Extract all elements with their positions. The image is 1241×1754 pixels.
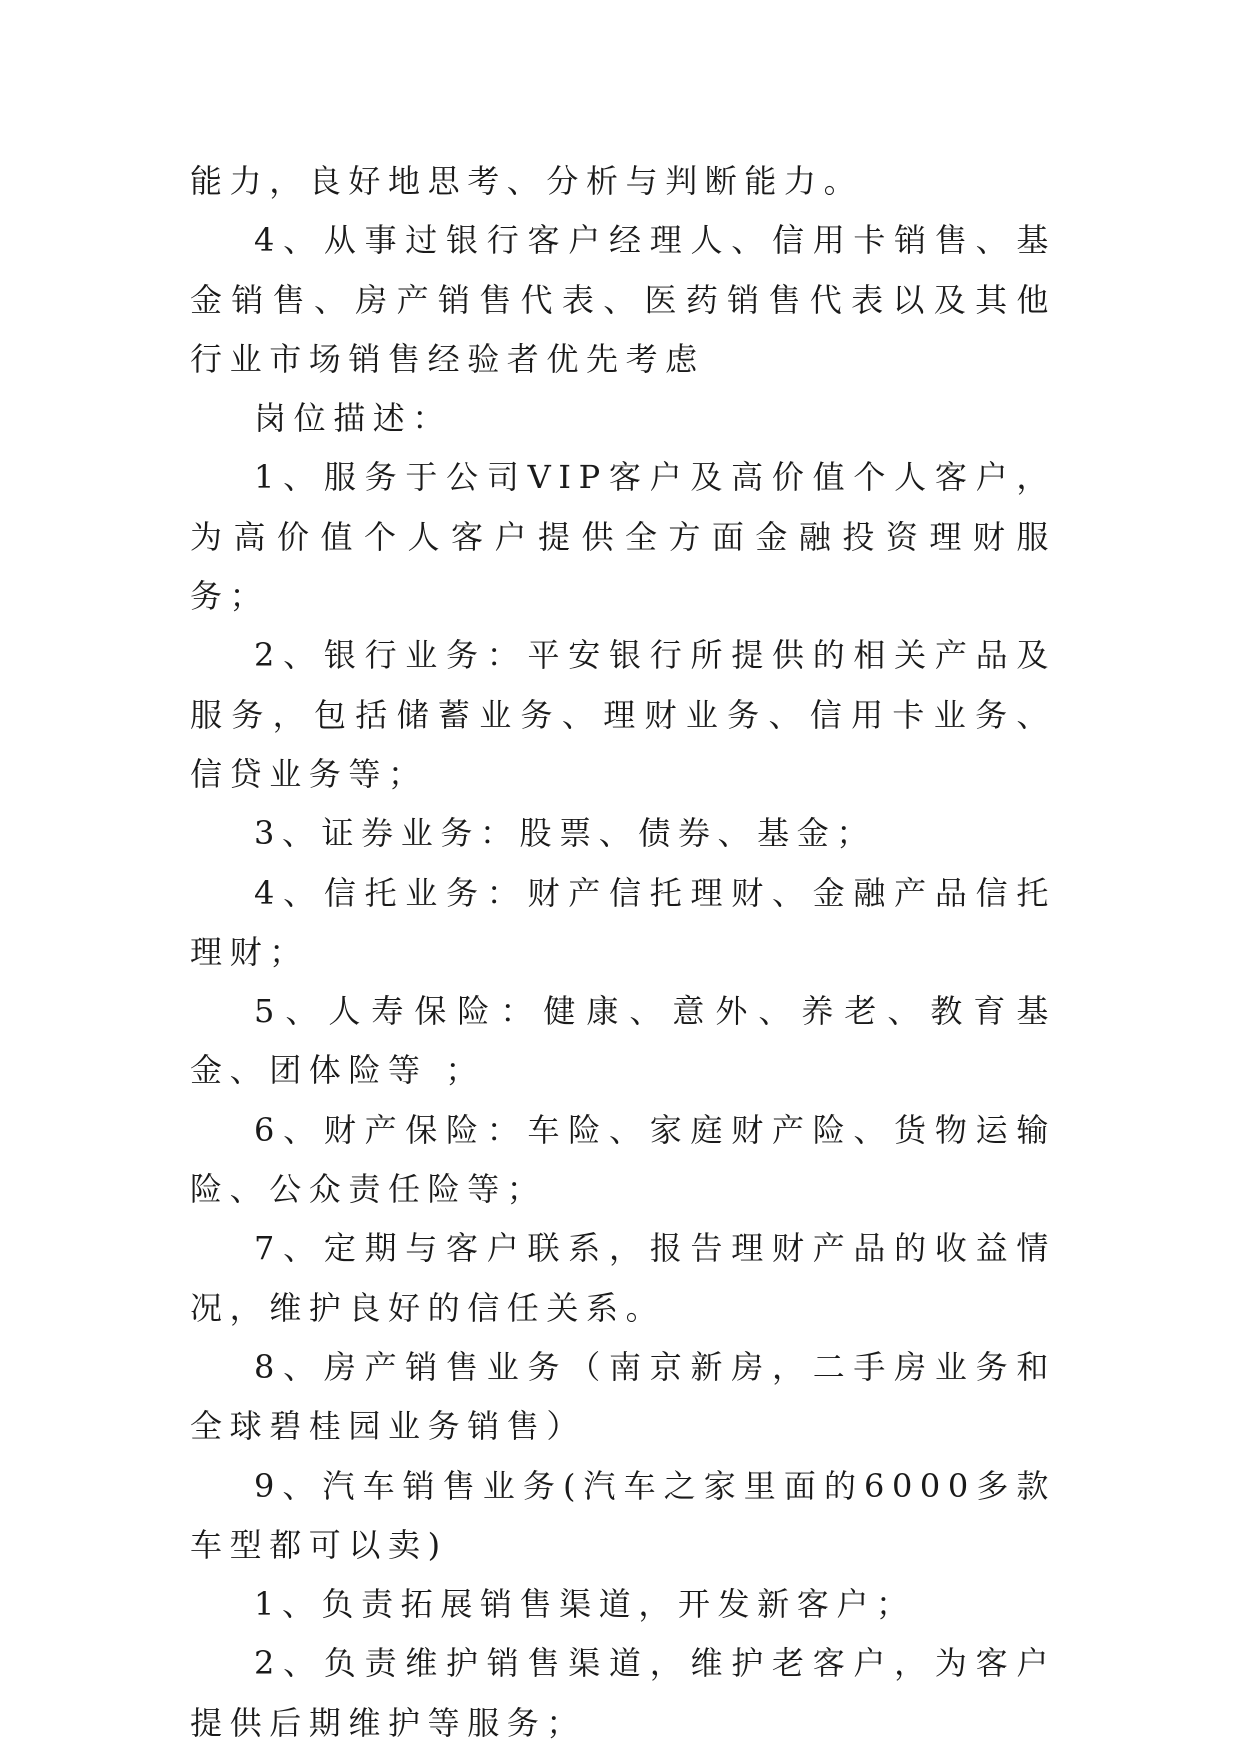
paragraph-requirement-4: 4、从事过银行客户经理人、信用卡销售、基金销售、房产销售代表、医药销售代表以及其他行业市场销售经验者优先考虑 (190, 221, 1056, 378)
paragraph-task-1: 1、负责拓展销售渠道，开发新客户； (254, 1585, 916, 1624)
paragraph-duty-8: 8、房产销售业务（南京新房，二手房业务和全球碧桂园业务销售） (190, 1347, 1056, 1446)
paragraph-duty-1: 1、服务于公司VIP客户及高价值个人客户，为高价值个人客户提供全方面金融投资理财服务； (190, 458, 1056, 616)
paragraph-duty-7: 7、定期与客户联系，报告理财产品的收益情况，维护良好的信任关系。 (190, 1229, 1056, 1327)
section-heading-job-description: 岗位描述： (254, 399, 453, 438)
paragraph-task-2: 2、负责维护销售渠道，维护老客户，为客户提供后期维护等服务； (190, 1644, 1056, 1742)
document-body (190, 152, 1056, 1753)
paragraph-duty-5: 5、人寿保险：健康、意外、养老、教育基金、团体险等 ； (190, 992, 1056, 1090)
paragraph-duty-3: 3、证券业务：股票、债券、基金； (254, 814, 876, 853)
paragraph-duty-9: 9、汽车销售业务(汽车之家里面的6000多款车型都可以卖) (190, 1466, 1056, 1564)
paragraph-duty-2: 2、银行业务：平安银行所提供的相关产品及服务，包括储蓄业务、理财业务、信用卡业务、信贷业务等； (190, 636, 1056, 793)
paragraph-duty-6: 6、财产保险：车险、家庭财产险、货物运输险、公众责任险等； (190, 1110, 1056, 1209)
paragraph-continuation: 能力，良好地思考、分析与判断能力。 (190, 162, 864, 200)
paragraph-duty-4: 4、信托业务：财产信托理财、金融产品信托理财； (190, 873, 1056, 971)
